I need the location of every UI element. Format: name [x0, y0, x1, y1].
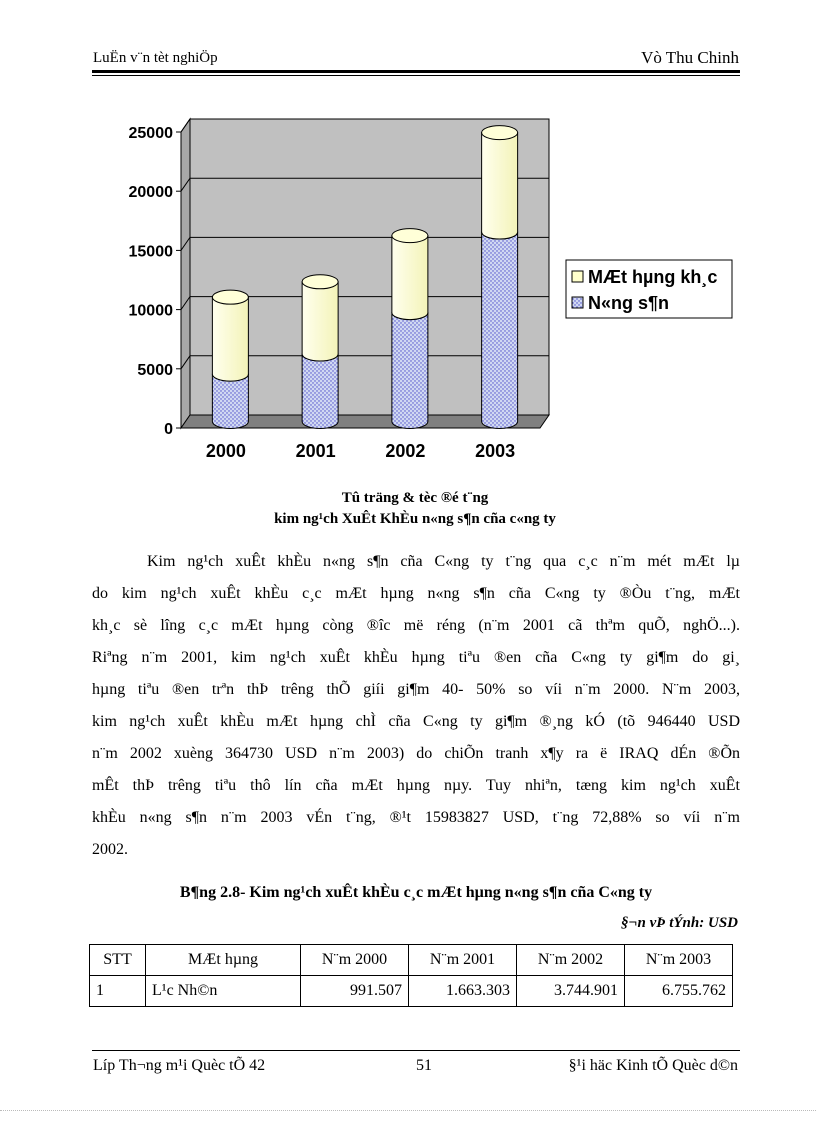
data-table — [89, 944, 733, 1007]
paragraph-line: kh¸c sè lîng c¸c mÆt hµng còng ®îc më réng (n¨m 2001 cã thªm quÕ, nghÖ...). — [92, 617, 740, 634]
bar-segment — [392, 229, 428, 320]
bar-body — [392, 313, 428, 429]
bar-body — [302, 282, 338, 361]
legend-label: N«ng s¶n — [588, 293, 670, 313]
chart-side-wall — [181, 119, 190, 428]
bar-body — [212, 374, 248, 428]
table-cell: 6.755.762 — [625, 976, 733, 1007]
table-title: B¶ng 2.8- Kim ng¹ch xuÊt khÈu c¸c mÆt hµng n«ng s¶n cña C«ng ty — [179, 884, 653, 901]
page-number: 51 — [416, 1057, 432, 1074]
table-unit: §¬n vÞ tÝnh: USD — [620, 915, 738, 931]
bar-body — [392, 236, 428, 320]
header-left-text: LuËn v¨n tèt nghiÖp — [93, 50, 218, 66]
paragraph-line: mÊt thÞ trêng tiªu thô lín cña mÆt hµng nµy. Tuy nhiªn, tæng kim ng¹ch xuÊt — [92, 777, 740, 794]
table-header-cell: N¨m 2003 — [625, 945, 733, 976]
bar-segment — [482, 126, 518, 239]
y-tick-label: 25000 — [128, 125, 173, 142]
chart-y-labels — [129, 125, 174, 438]
bar-body — [482, 133, 518, 239]
table-header-cell: MÆt hµng — [146, 945, 301, 976]
paragraph-line: n¨m 2002 xuèng 364730 USD n¨m 2003) do chiÕn tranh x¶y ra ë IRAQ dÉn ®Õn — [92, 745, 740, 762]
x-tick-label: 2003 — [475, 441, 516, 461]
bar-body — [212, 297, 248, 381]
legend-swatch — [572, 297, 583, 308]
y-tick-label: 15000 — [128, 243, 173, 261]
legend-swatch — [572, 271, 583, 282]
bar-segment — [482, 232, 518, 428]
paragraph-line: do kim ng¹ch xuÊt khÈu c¸c mÆt hµng n«ng s¶n cña C«ng ty ®Òu t¨ng, mÆt — [92, 585, 740, 602]
header-rule-thin — [92, 75, 740, 76]
paragraph-line: Riªng n¨m 2001, kim ng¹ch xuÊt khÈu hµng tiªu ®en cña C«ng ty gi¶m do gi¸ — [92, 649, 740, 666]
bar-segment — [212, 290, 248, 381]
chart-caption-line1: Tû träng & tèc ®é t¨ng — [341, 490, 489, 506]
bar-segment — [302, 354, 338, 428]
bar-top — [212, 290, 248, 304]
table-row — [90, 976, 733, 1007]
footer-rule — [92, 1050, 740, 1051]
y-tick-label: 5000 — [137, 361, 173, 379]
paragraph-line: khÈu n«ng s¶n n¨m 2003 vÉn t¨ng, ®¹t 15983827 USD, t¨ng 72,88% so víi n¨m — [92, 809, 740, 826]
bar-segment — [392, 313, 428, 429]
bar-segment — [212, 374, 248, 428]
chart-legend — [566, 260, 732, 318]
x-tick-label: 2001 — [295, 441, 336, 461]
bar-top — [482, 126, 518, 140]
legend-label: MÆt hµng kh¸c — [588, 267, 718, 287]
x-tick-label: 2002 — [385, 441, 426, 461]
table-header-cell: N¨m 2002 — [517, 945, 625, 976]
footer-left-text: Líp Th¬ng m¹i Quèc tÕ 42 — [93, 1057, 266, 1074]
footer-right-text: §¹i häc Kinh tÕ Quèc d©n — [568, 1057, 738, 1074]
body-paragraph — [92, 546, 740, 866]
stacked-bar-chart — [80, 110, 760, 480]
paragraph-line: kim ng¹ch xuÊt khÈu mÆt hµng chÌ cña C«ng ty gi¶m ®¸ng kÓ (tõ 946440 USD — [92, 713, 740, 730]
header-rule — [92, 70, 740, 73]
header-author: Vò Thu Chinh — [641, 48, 739, 67]
x-tick-label: 2000 — [205, 441, 246, 461]
chart-x-labels — [206, 441, 515, 461]
bar-body — [482, 232, 518, 428]
table-cell: L¹c Nh©n — [146, 976, 301, 1007]
table-cell: 3.744.901 — [517, 976, 625, 1007]
table-header-row — [90, 945, 733, 976]
page-bottom-divider — [0, 1110, 816, 1111]
bar-top — [392, 229, 428, 243]
paragraph-line: hµng tiªu ®en trªn thÞ trêng thÕ giíi gi¶m 40- 50% so víi n¨m 2000. N¨m 2003, — [92, 681, 740, 698]
table-header-cell: N¨m 2000 — [301, 945, 409, 976]
bar-segment — [302, 275, 338, 361]
y-tick-label: 10000 — [128, 302, 173, 320]
bar-top — [302, 275, 338, 289]
y-tick-label: 20000 — [128, 184, 173, 202]
table-header-cell: N¨m 2001 — [409, 945, 517, 976]
table-cell: 1.663.303 — [409, 976, 517, 1007]
table-cell: 1 — [90, 976, 146, 1007]
paragraph-line: Kim ng¹ch xuÊt khÈu n«ng s¶n cña C«ng ty t¨ng qua c¸c n¨m mét mÆt lµ — [147, 553, 740, 570]
table-header-cell: STT — [90, 945, 146, 976]
table-cell: 991.507 — [301, 976, 409, 1007]
bar-body — [302, 354, 338, 428]
paragraph-line: 2002. — [92, 841, 128, 858]
chart-caption-line2: kim ng¹ch XuÊt KhÈu n«ng s¶n cña c«ng ty — [274, 511, 556, 527]
y-tick-label: 0 — [164, 421, 173, 438]
